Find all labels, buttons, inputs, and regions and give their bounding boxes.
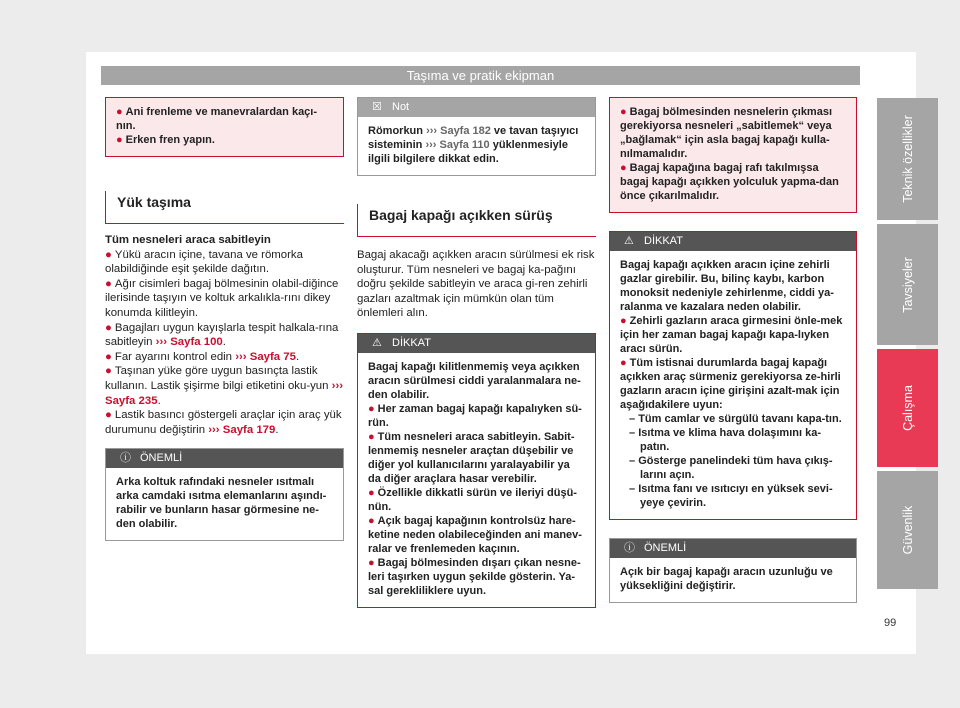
bullet-icon: ● — [620, 315, 627, 327]
bullet-icon: ● — [368, 430, 375, 443]
bullet-icon: ● — [116, 106, 123, 118]
page-link[interactable]: ››› Sayfa 110 — [425, 139, 490, 151]
bullet-icon: ● — [620, 357, 627, 369]
bullet-icon: ● — [105, 248, 112, 261]
info-circle-icon: ⓘ — [624, 542, 635, 554]
list-item: ● Erken fren yapın. — [116, 134, 215, 146]
section-title-bagaj-kapagi: Bagaj kapağı açıkken sürüş — [357, 204, 596, 237]
info-circle-icon: ⓘ — [120, 452, 131, 465]
bullet-icon: ● — [105, 350, 112, 363]
dash-item: – Isıtma fanı ve ısıtıcıyı en yüksek sevi-yeye çevirin. — [629, 483, 833, 509]
warning-box-dikkat — [609, 231, 857, 520]
list-item: ● Ağır cisimleri bagaj bölmesinin olabil-diğince ilerisinde taşıyın ve koltuk arkalıkla-rını dikey konumda kilitleyin. — [105, 277, 339, 319]
list-item: ● Yükü aracın içine, tavana ve römorka olabildiğinde eşit şekilde dağıtın. — [105, 248, 303, 276]
list-item: ● Tüm istisnai durumlarda bagaj kapağı açıkken araç sürmeniz gerekiyorsa ze-hirli gazların aracın içine girişini azalt-mak için aşağıdakilere uyun: — [620, 357, 841, 411]
notice-box-onemli — [609, 538, 857, 603]
dash-item: – Tüm camlar ve sürgülü tavanı kapa-tın. — [629, 413, 842, 425]
bullet-icon: ● — [116, 134, 123, 146]
page-header: Taşıma ve pratik ekipman — [101, 66, 860, 85]
bullet-icon: ● — [368, 486, 375, 499]
list-item: ● Her zaman bagaj kapağı kapalıyken sü-rün. — [368, 402, 582, 429]
bullet-icon: ● — [368, 402, 375, 415]
section-title-yuk-tasima: Yük taşıma — [105, 191, 344, 224]
warning-header: ⚠ DİKKAT — [610, 232, 856, 251]
page-number: 99 — [884, 617, 897, 629]
notice-header: ⓘ ÖNEMLİ — [106, 449, 343, 468]
list-item: ● Ani frenleme ve manevralardan kaçı-nın. — [116, 106, 318, 132]
notice-text: Arka koltuk rafındaki nesneler ısıtmalı arka camdaki ısıtma elemanlarını aşındı-rabilir ve bunların hasar görmesine ne-den olabilir. — [116, 476, 327, 531]
note-header: ☒ Not — [358, 98, 595, 117]
list-item: ● Bagaj bölmesinden nesnelerin çıkması gerekiyorsa nesneleri „sabitlemek“ veya „bağlamak“ için asla bagaj kapağı kulla-nılmamalıdır. — [620, 106, 833, 160]
notice-header: ⓘ ÖNEMLİ — [610, 539, 856, 558]
notice-box-onemli — [105, 448, 344, 541]
bullet-icon: ● — [105, 409, 112, 422]
bullet-icon: ● — [105, 365, 112, 378]
page-link[interactable]: ››› Sayfa 235 — [105, 379, 344, 407]
bullet-icon: ● — [620, 162, 627, 174]
warning-triangle-icon: ⚠ — [372, 336, 382, 349]
bullet-icon: ● — [105, 321, 112, 334]
tab-guvenlik[interactable]: Güvenlik — [877, 471, 938, 589]
note-box — [357, 97, 596, 176]
column-3 — [609, 97, 857, 603]
list-item: ● Far ayarını kontrol edin ››› Sayfa 75. — [105, 350, 300, 363]
page — [86, 52, 916, 654]
warning-continuation-box — [609, 97, 857, 213]
list-item: ● Taşınan yüke göre uygun basınçta lastik kullanın. Lastik şişirme bilgi etiketini oku-yun ››› Sayfa 235. — [105, 365, 344, 407]
warning-body: Bagaj kapağı açıkken aracın içine zehirli gazlar girebilir. Bu, bilinç kaybı, karbon monoksit nedeniyle zehirlenme, ciddi ya-ralanma ve kazalara neden olabilir. ● Zehirli gazların araca girmesini önle-mek için her zaman bagaj kapağı kapa-lıyken aracı sürün. ● Tüm istisnai durumlarda bagaj kapağı açıkken araç sürmeniz gerekiyorsa ze-hirli gazların aracın içine girişini azalt-mak için aşağıdakilere uyun: – Tüm camlar ve sürgülü tavanı kapa-tın. – Isıtma ve klima hava dolaşımını ka-patın. – Gösterge panelindeki tüm hava çıkış-larını açın. – Isıtma fanı ve ısıtıcıyı en yüksek sevi-yeye çevirin. — [610, 251, 856, 519]
paragraph: Bagaj akacağı açıkken aracın sürülmesi ek risk oluşturur. Tüm nesneleri ve bagaj ka-pağını doğru şekilde sabitleyin ve araca gi-ren zehirli gazları azaltmak için mümkün olan tüm önlemleri alın. — [357, 249, 595, 320]
subheading: Tüm nesneleri araca sabitleyin — [105, 234, 271, 246]
bullet-icon: ● — [368, 556, 375, 569]
dash-item: – Isıtma ve klima hava dolaşımını ka-patın. — [629, 427, 821, 453]
page-link[interactable]: ››› Sayfa 182 — [426, 125, 491, 137]
list-item: ● Tüm nesneleri araca sabitleyin. Sabit-lenmemiş nesneler araçtan düşebilir ve diğer yol kullanıcılarını yaralayabilir ya da diğer araçlara hasar verebilir. — [368, 430, 575, 485]
tab-tavsiyeler[interactable]: Tavsiyeler — [877, 224, 938, 345]
bullet-icon: ● — [105, 277, 112, 290]
tab-teknik-ozellikler[interactable]: Teknik özellikler — [877, 98, 938, 220]
list-item: ● Özellikle dikkatli sürün ve ileriyi düşü-nün. — [368, 486, 577, 513]
warning-triangle-icon: ⚠ — [624, 235, 634, 247]
column-2 — [357, 97, 596, 608]
warning-box-dikkat — [357, 333, 596, 608]
list-item: ● Lastik basıncı göstergeli araçlar için araç yük durumunu değiştirin ››› Sayfa 179. — [105, 409, 342, 436]
page-link[interactable]: ››› Sayfa 75 — [235, 350, 296, 363]
note-icon: ☒ — [372, 101, 382, 113]
notice-text: Açık bir bagaj kapağı aracın uzunluğu ve yüksekliğini değiştirir. — [620, 566, 833, 592]
page-link[interactable]: ››› Sayfa 179 — [208, 423, 276, 436]
list-item: ● Zehirli gazların araca girmesini önle-mek için her zaman bagaj kapağı kapa-lıyken aracı sürün. — [620, 315, 843, 355]
column-1 — [105, 97, 344, 541]
list-item: ● Açık bagaj kapağının kontrolsüz hare-ketine neden olabileceğinden ani manev-ralar ve frenlemeden kaçının. — [368, 514, 582, 555]
warning-header: ⚠ DİKKAT — [358, 334, 595, 353]
warning-body: Bagaj kapağı kilitlenmemiş veya açıkken aracın sürülmesi ciddi yaralanmalara ne-den olabilir. ● Her zaman bagaj kapağı kapalıyken sü-rün. ● Tüm nesneleri araca sabitleyin. Sabit-lenmemiş nesneler araçtan düşebilir ve diğer yol kullanıcılarını yaralayabilir ya da diğer araçlara hasar verebilir. ● Özellikle dikkatli sürün ve ileriyi düşü-nün. ● Açık bagaj kapağının kontrolsüz hare-ketine neden olabileceğinden ani manev-ralar ve frenlemeden kaçının. ● Bagaj bölmesinden dışarı çıkan nesne-leri taşırken uygun şekilde gösterin. Ya-sal gerekliliklere uyun. — [358, 353, 595, 607]
page-link[interactable]: ››› Sayfa 100 — [155, 336, 223, 349]
list-item: ● Bagajları uygun kayışlarla tespit halkala-rına sabitleyin ››› Sayfa 100. — [105, 321, 339, 349]
bullet-icon: ● — [368, 514, 375, 527]
note-text: Römorkun ››› Sayfa 182 ve tavan taşıyıcı sisteminin ››› Sayfa 110 yüklenmesiyle ilgili bilgilere dikkat edin. — [368, 125, 579, 165]
bullet-icon: ● — [620, 106, 627, 118]
list-item: ● Bagaj kapağına bagaj rafı takılmışsa bagaj kapağı açıkken yolculuk yapma-dan önce çıkarılmalıdır. — [620, 162, 839, 202]
tab-calisma[interactable]: Çalışma — [877, 349, 938, 467]
warning-continuation-box — [105, 97, 344, 157]
dash-item: – Gösterge panelindeki tüm hava çıkış-larını açın. — [629, 455, 833, 481]
list-item: ● Bagaj bölmesinden dışarı çıkan nesne-leri taşırken uygun şekilde gösterin. Ya-sal gerekliliklere uyun. — [368, 556, 581, 597]
